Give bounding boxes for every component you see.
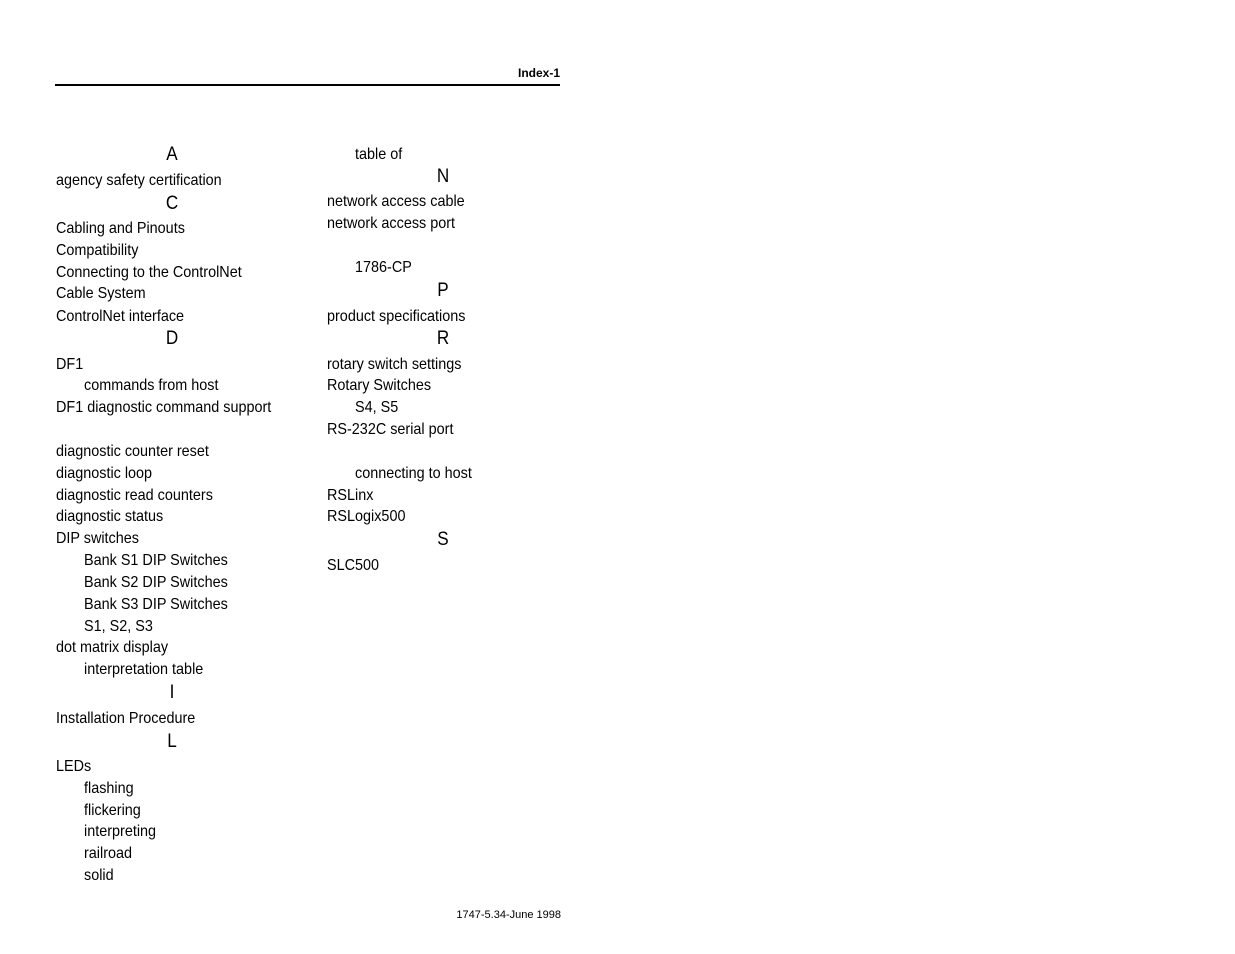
index-subentry: Bank S3 DIP Switches — [84, 596, 228, 613]
index-subentry: commands from host — [84, 377, 219, 394]
index-subentry: table of — [355, 146, 403, 163]
index-subentry: Bank S2 DIP Switches — [84, 574, 228, 591]
index-entry: Rotary Switches — [327, 377, 432, 394]
index-entry: Connecting to the ControlNet — [56, 264, 242, 281]
index-entry: product specifications — [327, 308, 466, 325]
index-entry: network access port — [327, 215, 456, 232]
page-footer: 1747-5.34-June 1998 — [456, 909, 561, 921]
index-letter-d: D — [165, 328, 179, 349]
header-rule — [55, 84, 560, 86]
index-subentry: flashing — [84, 780, 134, 797]
index-entry: ControlNet interface — [56, 308, 185, 325]
index-entry: DF1 diagnostic command support — [56, 399, 272, 416]
index-entry: network access cable — [327, 193, 465, 210]
index-entry: diagnostic loop — [56, 465, 153, 482]
index-letter-p: P — [437, 280, 449, 301]
index-subentry: flickering — [84, 802, 141, 819]
index-subentry: 1786-CP — [355, 259, 412, 276]
index-letter-n: N — [436, 166, 450, 187]
index-entry: diagnostic counter reset — [56, 443, 209, 460]
index-entry: dot matrix display — [56, 639, 169, 656]
index-subentry: interpreting — [84, 823, 157, 840]
index-entry: Installation Procedure — [56, 710, 196, 727]
index-entry: diagnostic read counters — [56, 487, 213, 504]
index-subentry: railroad — [84, 845, 133, 862]
index-entry: Cabling and Pinouts — [56, 220, 185, 237]
index-subentry: Bank S1 DIP Switches — [84, 552, 228, 569]
index-entry: Compatibility — [56, 242, 139, 259]
index-entry: agency safety certification — [56, 172, 222, 189]
index-entry: Cable System — [56, 285, 146, 302]
index-entry: DIP switches — [56, 530, 139, 547]
index-letter-a: A — [166, 144, 178, 165]
index-letter-r: R — [436, 328, 450, 349]
index-entry: SLC500 — [327, 557, 380, 574]
index-entry: RS-232C serial port — [327, 421, 454, 438]
index-subentry: solid — [84, 867, 114, 884]
index-entry: rotary switch settings — [327, 356, 462, 373]
index-subentry: connecting to host — [355, 465, 472, 482]
index-entry: diagnostic status — [56, 508, 164, 525]
index-letter-c: C — [165, 193, 179, 214]
index-subentry: interpretation table — [84, 661, 204, 678]
index-entry: DF1 — [56, 356, 84, 373]
index-entry: RSLogix500 — [327, 508, 406, 525]
index-letter-i: I — [169, 682, 175, 703]
page-label: Index-1 — [517, 66, 560, 80]
index-entry: RSLinx — [327, 487, 374, 504]
index-subentry: S4, S5 — [355, 399, 399, 416]
index-subentry: S1, S2, S3 — [84, 618, 153, 635]
index-letter-l: L — [167, 731, 177, 752]
index-entry: LEDs — [56, 758, 92, 775]
index-letter-s: S — [437, 529, 449, 550]
